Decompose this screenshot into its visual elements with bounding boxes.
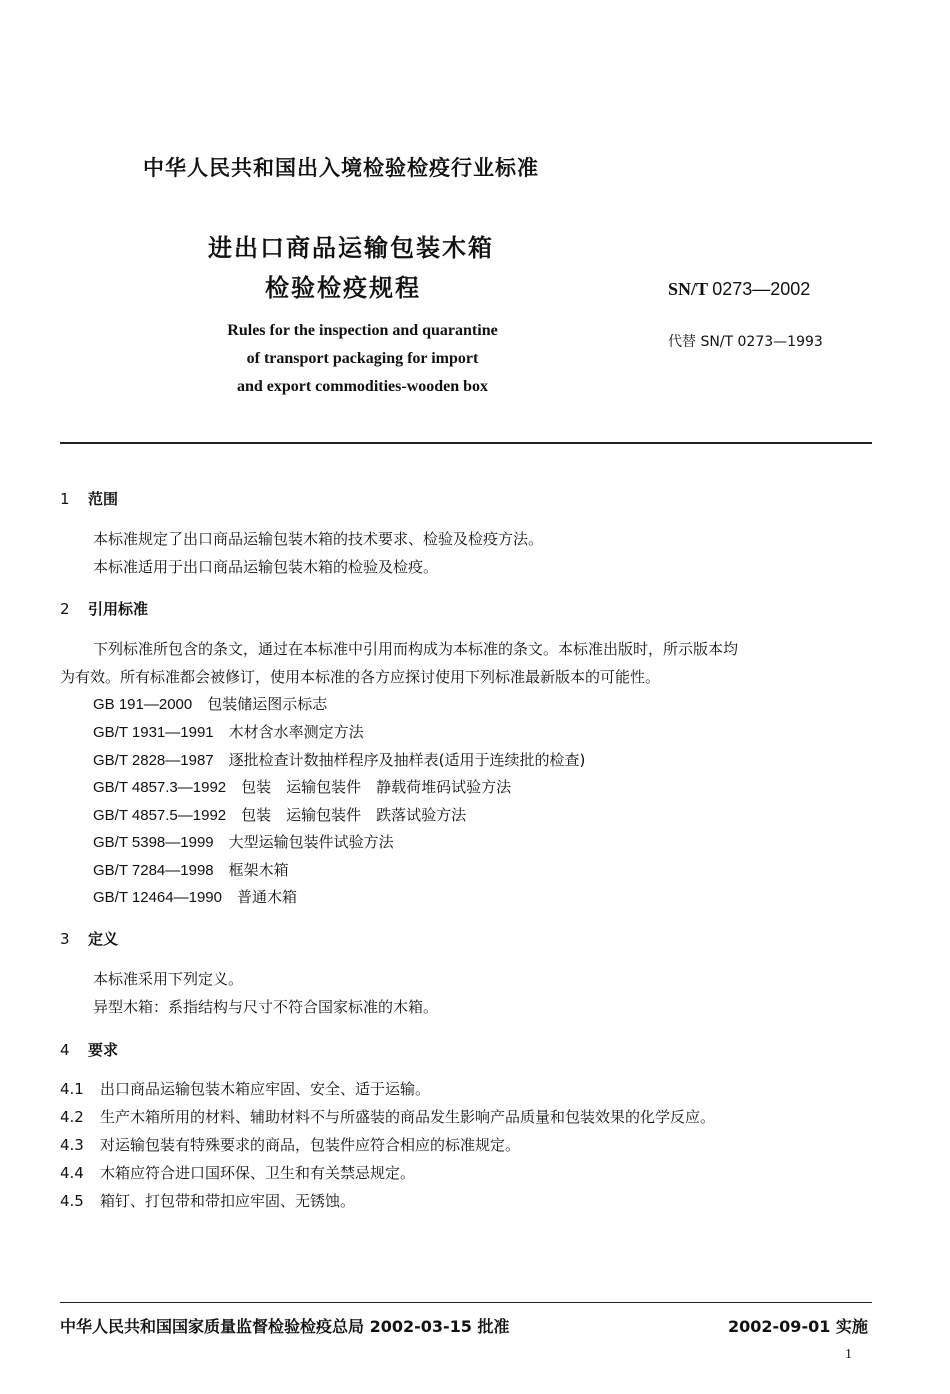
- issuing-body-header: 中华人民共和国出入境检验检疫行业标准: [143, 156, 539, 180]
- effective-date: 2002-09-01 实施: [728, 1317, 868, 1336]
- english-title-line2: of transport packaging for import: [246, 350, 479, 367]
- reference-item: [93, 721, 364, 742]
- reference-code: GB/T 5398—1999: [93, 834, 214, 851]
- reference-item: [93, 886, 297, 907]
- section-4-heading: [60, 1039, 118, 1060]
- reference-title: 包装 运输包装件 静载荷堆码试验方法: [241, 778, 512, 796]
- reference-item: [93, 804, 466, 825]
- section-title: 定义: [88, 930, 119, 948]
- requirement-number: 4.2: [60, 1108, 84, 1126]
- approval-statement: 中华人民共和国国家质量监督检验检疫总局 2002-03-15 批准: [60, 1317, 510, 1336]
- section-3-paragraph-1: 本标准采用下列定义。: [93, 970, 244, 988]
- section-1-paragraph-1: 本标准规定了出口商品运输包装木箱的技术要求、检验及检疫方法。: [93, 530, 544, 548]
- section-1-heading: [60, 488, 118, 509]
- section-title: 要求: [88, 1041, 119, 1059]
- reference-code: GB/T 4857.5—1992: [93, 807, 227, 824]
- section-2-paragraph-line2: 为有效。所有标准都会被修订，使用本标准的各方应探讨使用下列标准最新版本的可能性。: [60, 668, 661, 686]
- english-title-line3: and export commodities-wooden box: [236, 378, 489, 395]
- requirement-text: 箱钉、打包带和带扣应牢固、无锈蚀。: [100, 1192, 356, 1210]
- section-2-heading: [60, 598, 148, 619]
- english-title-line1: Rules for the inspection and quarantine: [227, 322, 498, 339]
- section-2-paragraph-line1: 下列标准所包含的条文，通过在本标准中引用而构成为本标准的条文。本标准出版时，所示版本均: [93, 640, 739, 658]
- reference-title: 大型运输包装件试验方法: [228, 833, 394, 851]
- requirement-item: [60, 1190, 355, 1211]
- reference-item: [93, 776, 511, 797]
- reference-item: [93, 693, 327, 714]
- requirement-text: 生产木箱所用的材料、辅助材料不与所盛装的商品发生影响产品质量和包装效果的化学反应。: [100, 1108, 716, 1126]
- reference-title: 普通木箱: [237, 888, 298, 906]
- reference-code: GB/T 1931—1991: [93, 724, 214, 741]
- reference-title: 包装 运输包装件 跌落试验方法: [241, 806, 467, 824]
- reference-title: 框架木箱: [228, 861, 289, 879]
- section-number: 3: [60, 930, 70, 948]
- requirement-item: [60, 1162, 415, 1183]
- reference-item: [93, 859, 289, 880]
- reference-title: 木材含水率测定方法: [228, 723, 364, 741]
- section-title: 引用标准: [88, 600, 149, 618]
- reference-code: GB/T 2828—1987: [93, 752, 214, 769]
- replaces-standard: 代替 SN/T 0273—1993: [668, 334, 823, 350]
- requirement-text: 出口商品运输包装木箱应牢固、安全、适于运输。: [100, 1080, 431, 1098]
- standard-prefix: SN/T: [668, 279, 713, 299]
- section-number: 4: [60, 1041, 70, 1059]
- document-title-line2: 检验检疫规程: [265, 274, 421, 302]
- requirement-item: [60, 1106, 715, 1127]
- document-title-line1: 进出口商品运输包装木箱: [208, 234, 494, 262]
- reference-item: [93, 831, 394, 852]
- header-divider: [60, 442, 872, 444]
- reference-title: 包装储运图示标志: [207, 695, 328, 713]
- requirement-text: 木箱应符合进口国环保、卫生和有关禁忌规定。: [100, 1164, 416, 1182]
- requirement-number: 4.3: [60, 1136, 84, 1154]
- reference-title: 逐批检查计数抽样程序及抽样表(适用于连续批的检查): [228, 751, 586, 769]
- reference-code: GB/T 4857.3—1992: [93, 779, 227, 796]
- requirement-number: 4.5: [60, 1192, 84, 1210]
- footer-divider: [60, 1302, 872, 1303]
- requirement-item: [60, 1134, 520, 1155]
- reference-code: GB/T 7284—1998: [93, 862, 214, 879]
- reference-code: GB/T 12464—1990: [93, 889, 222, 906]
- page-number: 1: [845, 1347, 852, 1362]
- reference-code: GB 191—2000: [93, 696, 193, 713]
- section-title: 范围: [88, 490, 119, 508]
- requirement-number: 4.4: [60, 1164, 84, 1182]
- reference-item: [93, 749, 585, 770]
- standard-number: [668, 279, 810, 300]
- section-3-definition: 异型木箱：系指结构与尺寸不符合国家标准的木箱。: [93, 998, 439, 1016]
- requirement-text: 对运输包装有特殊要求的商品，包装件应符合相应的标准规定。: [100, 1136, 521, 1154]
- section-3-heading: [60, 928, 118, 949]
- section-number: 1: [60, 490, 70, 508]
- section-1-paragraph-2: 本标准适用于出口商品运输包装木箱的检验及检疫。: [93, 558, 439, 576]
- requirement-number: 4.1: [60, 1080, 84, 1098]
- section-number: 2: [60, 600, 70, 618]
- standard-code: 0273—2002: [712, 279, 811, 299]
- requirement-item: [60, 1078, 430, 1099]
